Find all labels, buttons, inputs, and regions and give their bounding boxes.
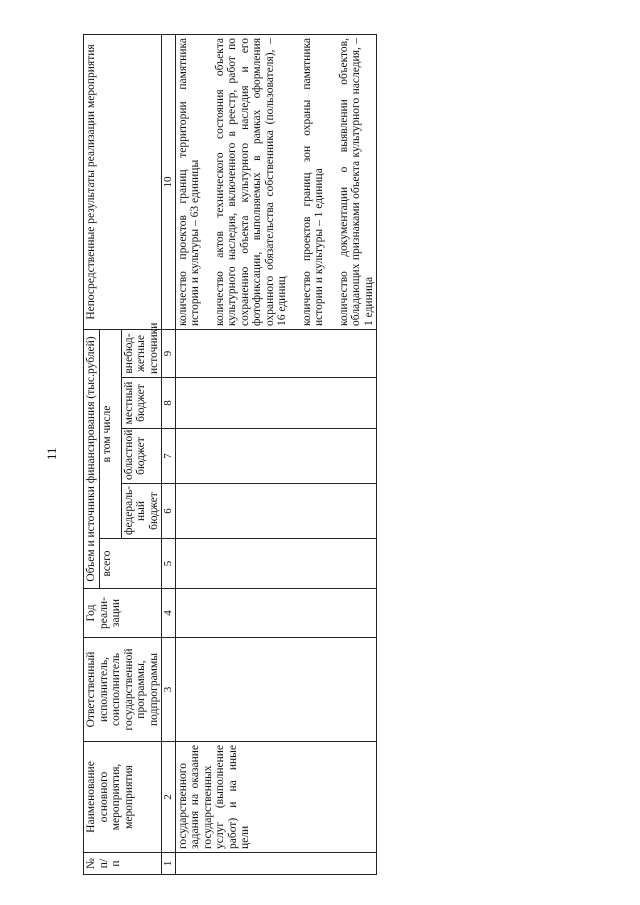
row-extra — [175, 330, 377, 378]
col-num: 5 — [162, 539, 176, 589]
header-responsible: Ответственный исполнитель, соисполнитель государственной программы, подпрограммы — [84, 638, 162, 742]
row-total — [175, 539, 377, 589]
column-number-row — [162, 35, 176, 875]
row-year — [175, 589, 377, 638]
col-num: 3 — [162, 638, 176, 742]
header-total: всего — [99, 539, 162, 589]
row-num — [175, 853, 377, 875]
row-local — [175, 378, 377, 429]
result-item: количество документации о выявлении объектов, обладающих признаками объекта культурного наследия, – 1 единица — [337, 38, 375, 326]
col-num: 2 — [162, 742, 176, 853]
header-year: Год реали-зации — [84, 589, 162, 638]
col-num: 6 — [162, 484, 176, 539]
header-local: местный бюджет — [121, 378, 162, 429]
col-num: 7 — [162, 429, 176, 484]
row-federal — [175, 484, 377, 539]
header-incl: в том числе — [99, 330, 121, 539]
program-table — [83, 34, 377, 875]
header-regional: областной бюджет — [121, 429, 162, 484]
header-federal: федераль-ный бюджет — [121, 484, 162, 539]
header-results: Непосредственные результаты реализации мероприятия — [84, 35, 162, 330]
col-num: 4 — [162, 589, 176, 638]
col-num: 10 — [162, 35, 176, 330]
header-num: № п/п — [84, 853, 162, 875]
header-volume: Объем и источники финансирования (тыс.рублей) — [84, 330, 100, 589]
col-num: 1 — [162, 853, 176, 875]
row-responsible — [175, 638, 377, 742]
header-name: Наименование основного мероприятия, мероприятия — [84, 742, 162, 853]
row-results — [175, 35, 377, 330]
col-num: 8 — [162, 378, 176, 429]
result-item: количество проектов границ территории памятника истории и культуры – 63 единицы — [176, 38, 201, 326]
col-num: 9 — [162, 330, 176, 378]
page-number: 11 — [44, 447, 59, 460]
row-regional — [175, 429, 377, 484]
row-name: государственного задания на оказание государственных услуг (выполнение работ) и на иные цели — [175, 742, 377, 853]
result-item: количество актов технического состояния объекта культурного наследия, включенного в реестр, работ по сохранению объекта культурного наследия и его фотофиксации, выполняемых в рамках оформления охранного обязательства собственника (пользователя), – 16 единиц — [213, 38, 288, 326]
result-item: количество проектов границ зон охраны памятника истории и культуры – 1 единица — [300, 38, 325, 326]
header-extra: внебюд-жетные источники — [121, 330, 162, 378]
table-row — [175, 35, 377, 875]
header-row-1 — [84, 35, 100, 875]
